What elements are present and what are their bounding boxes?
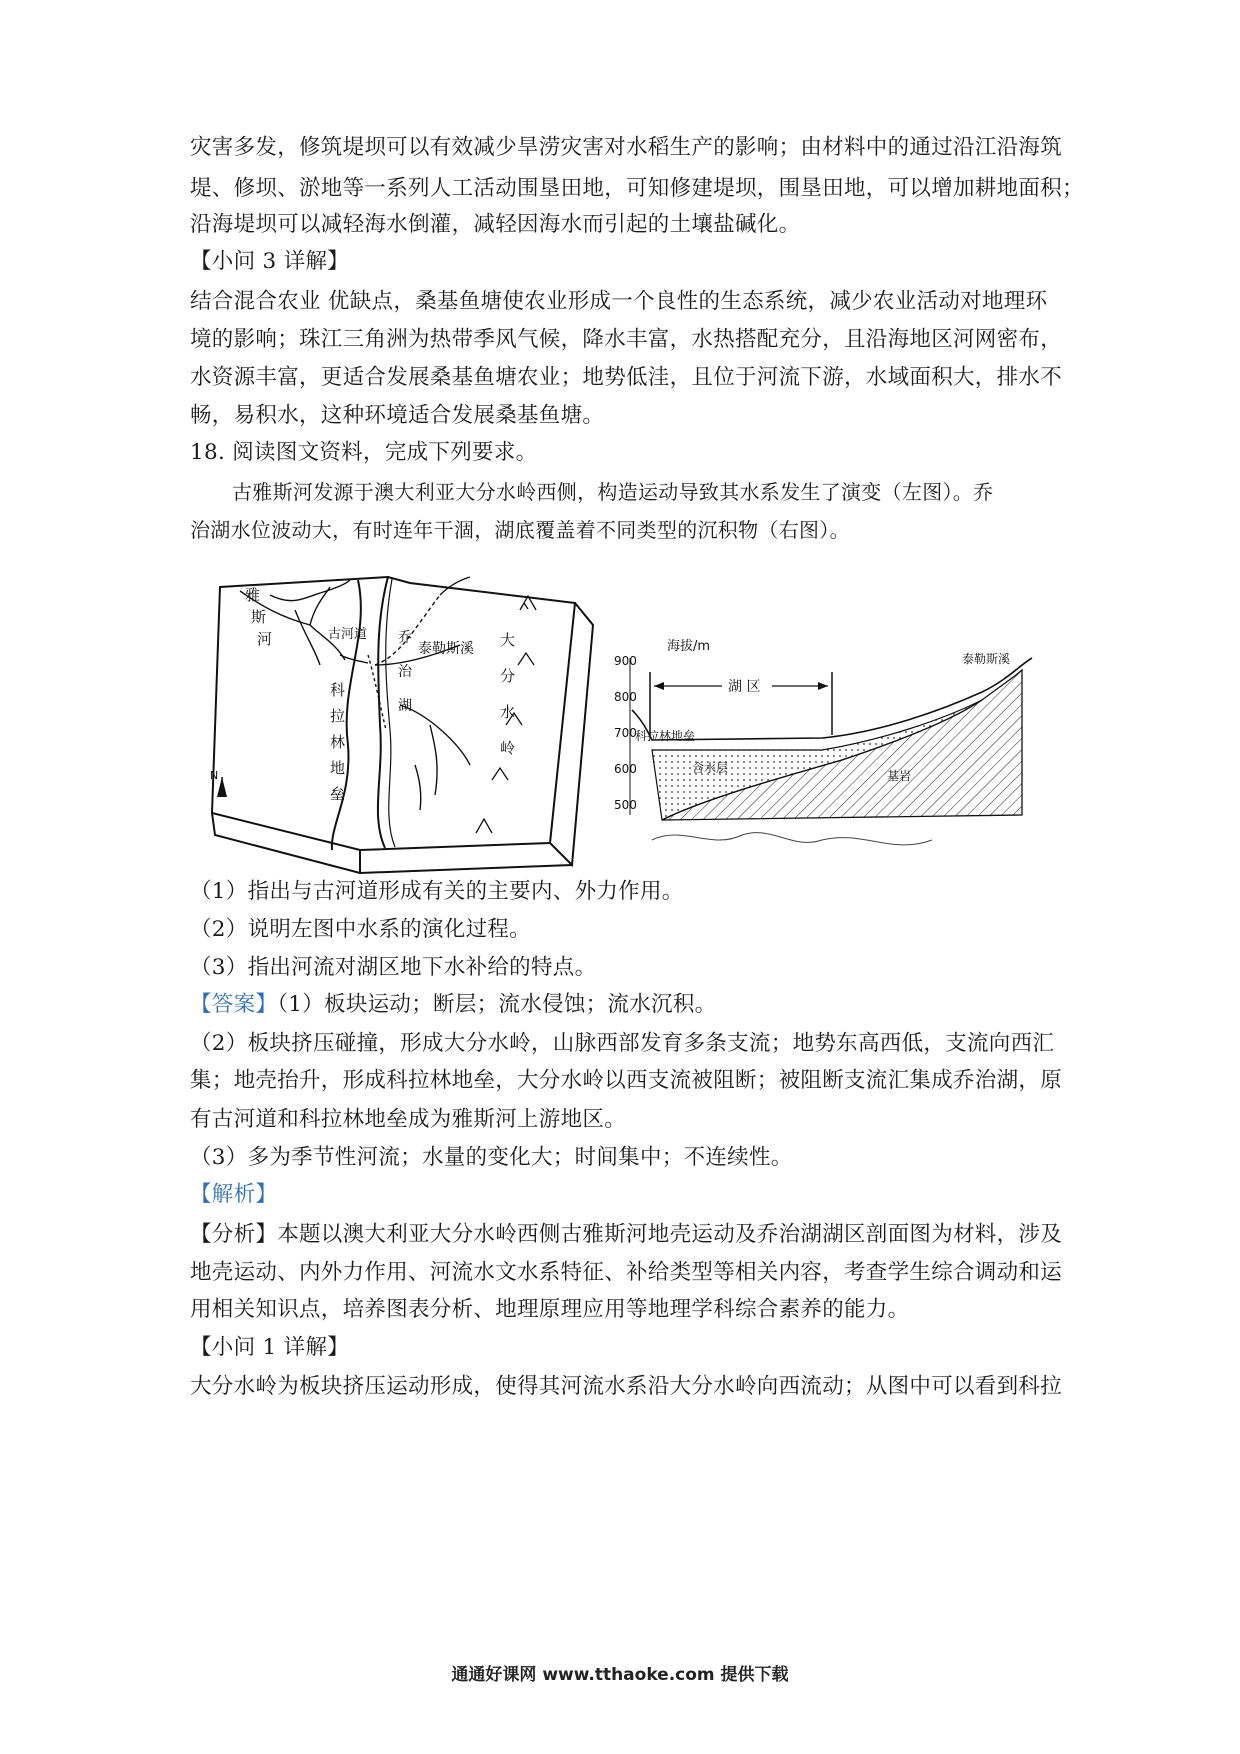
question-1: （1）指出与古河道形成有关的主要内、外力作用。 — [190, 879, 684, 904]
text-line: 堤、修坝、淤地等一系列人工活动围垦田地，可知修建堤坝，围垦田地，可以增加耕地面积； — [190, 176, 1084, 201]
analysis-line: 大分水岭为板块挤压运动形成，使得其河流水系沿大分水岭向西流动；从图中可以看到科拉 — [190, 1374, 1063, 1399]
bedrock-label: 基岩 — [887, 769, 912, 783]
creek-label: 泰勒斯溪 — [418, 641, 474, 657]
old-channel-label: 古河道 — [328, 627, 368, 642]
answer-line-1 — [190, 990, 1060, 1020]
aquifer-label: 含水层 — [692, 761, 729, 775]
answer-2-line: （2）板块挤压碰撞，形成大分水岭，山脉西部发育多条支流；地势东高西低，支流向西汇 — [190, 1031, 1055, 1056]
horst-label: 科拉林地垒 — [330, 681, 346, 803]
y-tick: 900 — [614, 654, 637, 668]
analysis-line: 【分析】本题以澳大利亚大分水岭西侧古雅斯河地壳运动及乔治湖湖区剖面图为材料，涉及 — [190, 1222, 1063, 1247]
north-arrow-icon — [217, 777, 227, 797]
material-line: 治湖水位波动大，有时连年干涸，湖底覆盖着不同类型的沉积物（右图）。 — [190, 518, 850, 542]
right-profile-figure — [614, 639, 1062, 875]
left-map-figure — [200, 565, 620, 875]
horst-label: 科拉林地垒 — [635, 729, 696, 743]
text-line: 畅，易积水，这种环境适合发展桑基鱼塘。 — [190, 403, 605, 428]
north-label: N — [210, 769, 219, 782]
question-3: （3）指出河流对湖区地下水补给的特点。 — [190, 955, 597, 980]
y-axis-label: 海拔/m — [667, 639, 711, 654]
question-title: 18. 阅读图文资料，完成下列要求。 — [190, 440, 538, 465]
answer-tag: 【答案】 — [190, 992, 278, 1017]
creek-label: 泰勒斯溪 — [962, 652, 1011, 666]
answer-1: （1）板块运动；断层；流水侵蚀；流水沉积。 — [277, 992, 717, 1017]
answer-2-line: 有古河道和科拉林地垒成为雅斯河上游地区。 — [190, 1107, 627, 1132]
y-tick: 600 — [614, 762, 637, 776]
section-heading: 【小问 1 详解】 — [190, 1335, 350, 1360]
y-tick: 700 — [614, 726, 637, 740]
question-2: （2）说明左图中水系的演化过程。 — [190, 917, 531, 942]
analysis-line: 地壳运动、内外力作用、河流水文水系特征、补给类型等相关内容，考查学生综合调动和运 — [190, 1260, 1063, 1285]
material-line: 古雅斯河发源于澳大利亚大分水岭西侧，构造运动导致其水系发生了演变（左图）。乔 — [232, 480, 994, 504]
river-label: 雅斯河 — [245, 586, 273, 648]
y-tick: 500 — [614, 798, 637, 812]
section-heading: 【小问 3 详解】 — [190, 249, 350, 274]
lake-zone-label: 湖 区 — [728, 679, 761, 695]
y-tick: 800 — [614, 690, 637, 704]
text-line: 结合混合农业 优缺点，桑基鱼塘使农业形成一个良性的生态系统，减少农业活动对地理环 — [190, 289, 1048, 314]
text-line: 境的影响；珠江三角洲为热带季风气候，降水丰富，水热搭配充分，且沿海地区河网密布， — [190, 327, 1063, 352]
answer-2-line: 集；地壳抬升，形成科拉林地垒，大分水岭以西支流被阻断；被阻断支流汇集成乔治湖，原 — [190, 1068, 1063, 1093]
analysis-line: 用相关知识点，培养图表分析、地理原理应用等地理学科综合素养的能力。 — [190, 1297, 910, 1322]
footer-watermark: 通通好课网 www.tthaoke.com 提供下载 — [451, 1665, 789, 1685]
answer-3: （3）多为季节性河流；水量的变化大；时间集中；不连续性。 — [190, 1145, 793, 1170]
divide-label: 大分水岭 — [500, 631, 516, 757]
text-line: 水资源丰富，更适合发展桑基鱼塘农业；地势低洼，且位于河流下游，水域面积大，排水不 — [190, 365, 1063, 390]
lake-label: 乔治湖 — [398, 630, 412, 714]
text-line: 沿海堤坝可以减轻海水倒灌，减轻因海水而引起的土壤盐碱化。 — [190, 212, 801, 237]
text-line: 灾害多发，修筑堤坝可以有效减少旱涝灾害对水稻生产的影响；由材料中的通过沿江沿海筑 — [190, 135, 1063, 160]
analysis-tag: 【解析】 — [190, 1182, 278, 1207]
